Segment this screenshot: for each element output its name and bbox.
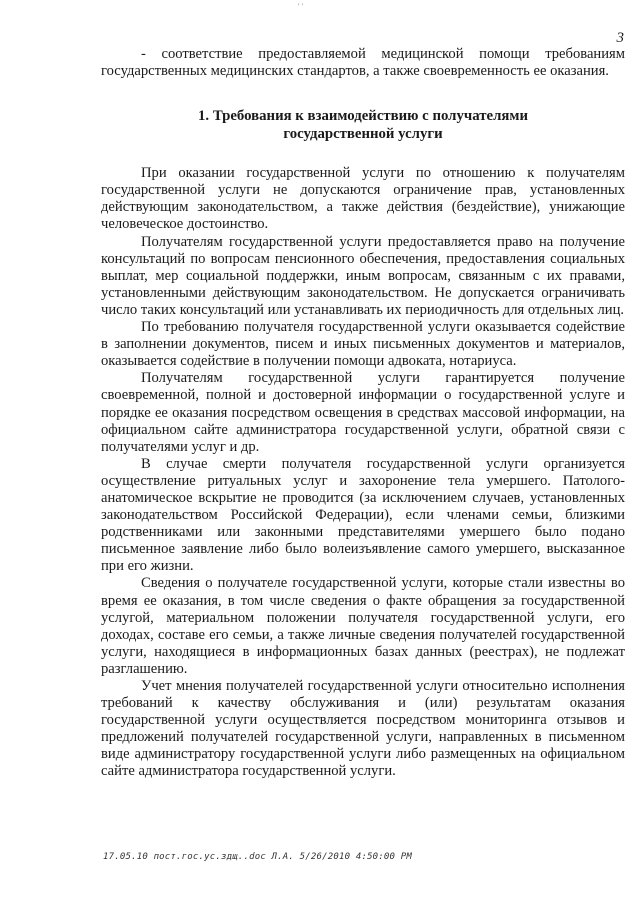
document-body (101, 46, 625, 781)
section-title-line-1: 1. Требования к взаимодействию с получателями (198, 108, 528, 125)
section-title (101, 108, 625, 143)
scan-artifact: ' ' (298, 2, 303, 11)
section-title-line-2: государственной услуги (283, 125, 443, 142)
document-footer: 17.05.10 пост.гос.ус.здщ..doc Л.А. 5/26/2010 4:50:00 PM (103, 852, 413, 862)
paragraph-information: Получателям государственной услуги гарантируется получение своевременной, полной и достоверной информации о государственной услуге и порядке ее оказания посредством освещения в средствах массовой информации, на официальном сайте администратора государственной услуги, обратной связи с получателями услуг и др. (101, 370, 625, 455)
paragraph-confidentiality: Сведения о получателе государственной услуги, которые стали известны во время ее оказания, в том числе сведения о факте обращения за государственной услугой, материальном положении получателя государственной услуги, его доходах, составе его семьи, а также личные сведения получателей государственной услуги, находящиеся в информационных базах данных (реестрах), не подлежат разглашению. (101, 575, 625, 677)
page-number: 3 (616, 30, 624, 46)
paragraph-feedback: Учет мнения получателей государственной услуги относительно исполнения требований к качеству обслуживания и (или) результатам оказания государственной услуги осуществляется посредством мониторинга отзывов и предложений получателей государственной услуги, направленных в письменном виде администратору государственной услуги либо размещенных на официальном сайте администратора государственной услуги. (101, 678, 625, 780)
intro-paragraph: - соответствие предоставляемой медицинской помощи требованиям государственных медицинских стандартов, а также своевременность ее оказания. (101, 46, 625, 80)
paragraph-assistance: По требованию получателя государственной услуги оказывается содействие в заполнении документов, писем и иных письменных документов и материалов, оказывается содействие в получении помощи адвоката, нотариуса. (101, 319, 625, 370)
paragraph-consultations: Получателям государственной услуги предоставляется право на получение консультаций по вопросам пенсионного обеспечения, предоставления социальных выплат, мер социальной поддержки, иным вопросам, связанным с их правами, установленными действующим законодательством. Не допускается ограничивать число таких консультаций или устанавливать их периодичность для отдельных лиц. (101, 233, 625, 318)
paragraph-death: В случае смерти получателя государственной услуги организуется осуществление ритуальных услуг и захоронение тела умершего. Патолого-анатомическое вскрытие не проводится (за исключением случаев, установленных законодательством Российской Федерации), если членами семьи, близкими родственниками или законными представителями умершего было подано письменное заявление либо было волеизъявление самого умершего, высказанное при его жизни. (101, 455, 625, 575)
paragraph-rights: При оказании государственной услуги по отношению к получателям государственной услуги не допускаются ограничение прав, установленных действующим законодательством, а также действия (бездействие), унижающие человеческое достоинство. (101, 165, 625, 233)
